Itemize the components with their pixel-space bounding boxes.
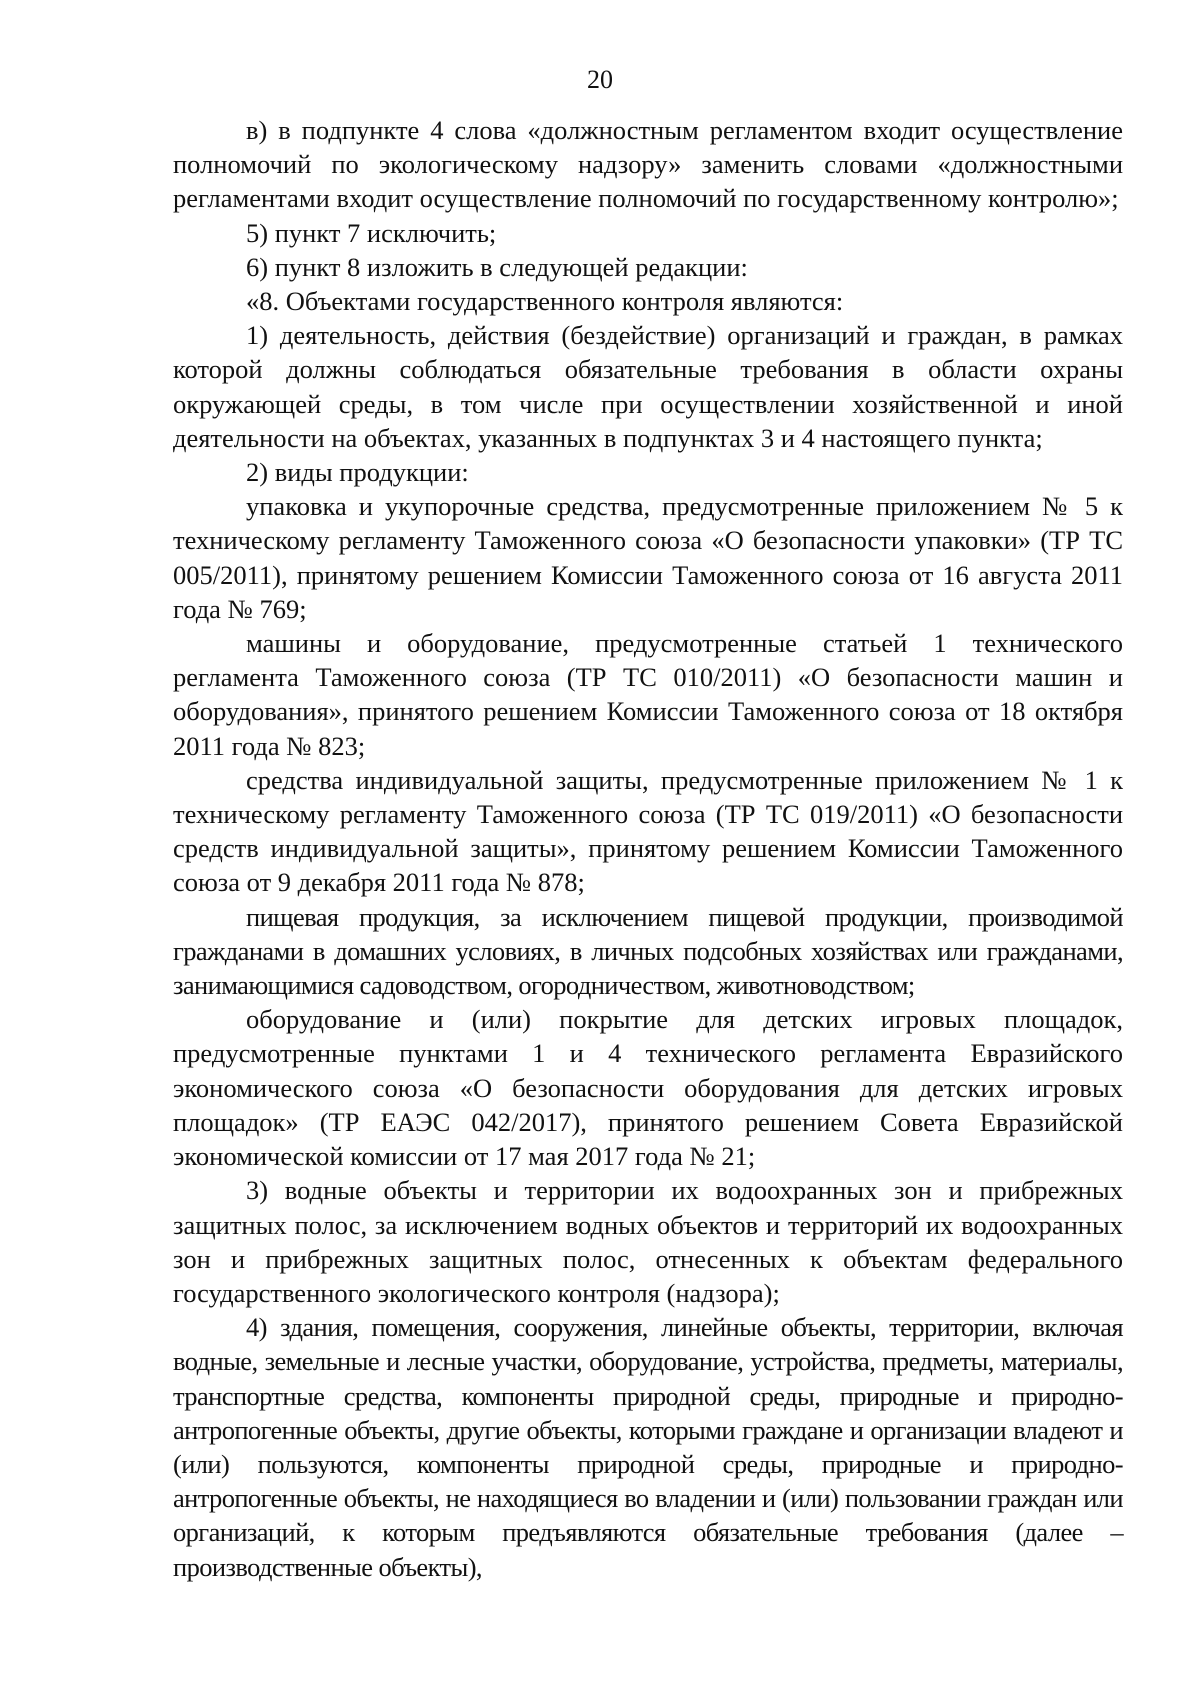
paragraph-subpoint-v: в) в подпункте 4 слова «должностным регламентом входит осуществление полномочий по экологическому надзору» заменить словами «должностными регламентами входит осуществление полномочий по государственному контролю»; — [173, 115, 1123, 214]
paragraph-item-6: 6) пункт 8 изложить в следующей редакции: — [246, 251, 748, 282]
paragraph-protective-equipment: средства индивидуальной защиты, предусмотренные приложением № 1 к техническому регламенту Таможенного союза (ТР ТС 019/2011) «О безопасности средств индивидуальной защиты», принятому решением Комиссии Таможенного союза от 9 декабря 2011 года № 878; — [173, 764, 1123, 898]
paragraph-packaging: упаковка и укупорочные средства, предусмотренные приложением № 5 к техническому регламенту Таможенного союза «О безопасности упаковки» (ТР ТС 005/2011), принятому решением Комиссии Таможенного союза от 16 августа 2011 года № 769; — [173, 491, 1123, 624]
paragraph-point-8-2: 2) виды продукции: — [246, 457, 469, 488]
document-body — [173, 113, 1123, 1584]
paragraph-point-8-4: 4) здания, помещения, сооружения, линейные объекты, территории, включая водные, земельные и лесные участки, оборудование, устройства, предметы, материалы, транспортные средства, компоненты природной среды, природные и природно-антропогенные объекты, другие объекты, которыми граждане и организации владеют и (или) пользуются, компоненты природной среды, природные и природно-антропогенные объекты, не находящиеся во владении и (или) пользовании граждан или организаций, к которым предъявляются обязательные требования (далее – производственные объекты), — [173, 1312, 1123, 1582]
paragraph-food-products: пищевая продукция, за исключением пищевой продукции, производимой гражданами в домашних условиях, в личных подсобных хозяйствах или гражданами, занимающимися садоводством, огородничеством, животноводством; — [173, 901, 1123, 1001]
paragraph-point-8-heading: «8. Объектами государственного контроля являются: — [246, 286, 844, 317]
paragraph-item-5: 5) пункт 7 исключить; — [246, 217, 497, 248]
paragraph-point-8-3: 3) водные объекты и территории их водоохранных зон и прибрежных защитных полос, за исключением водных объектов и территорий их водоохранных зон и прибрежных защитных полос, отнесенных к объектам федерального государственного экологического контроля (надзора); — [173, 1175, 1123, 1308]
paragraph-playground-equipment: оборудование и (или) покрытие для детских игровых площадок, предусмотренные пунктами 1 и 4 технического регламента Евразийского экономического союза «О безопасности оборудования для детских игровых площадок» (ТР ЕАЭС 042/2017), принятого решением Совета Евразийской экономической комиссии от 17 мая 2017 года № 21; — [173, 1004, 1123, 1172]
paragraph-point-8-1: 1) деятельность, действия (бездействие) организаций и граждан, в рамках которой должны соблюдаться обязательные требования в области охраны окружающей среды, в том числе при осуществлении хозяйственной и иной деятельности на объектах, указанных в подпунктах 3 и 4 настоящего пункта; — [173, 320, 1123, 453]
paragraph-machines: машины и оборудование, предусмотренные статьей 1 технического регламента Таможенного союза (ТР ТС 010/2011) «О безопасности машин и оборудования», принятого решением Комиссии Таможенного союза от 18 октября 2011 года № 823; — [173, 628, 1123, 761]
page-number: 20 — [587, 65, 613, 94]
